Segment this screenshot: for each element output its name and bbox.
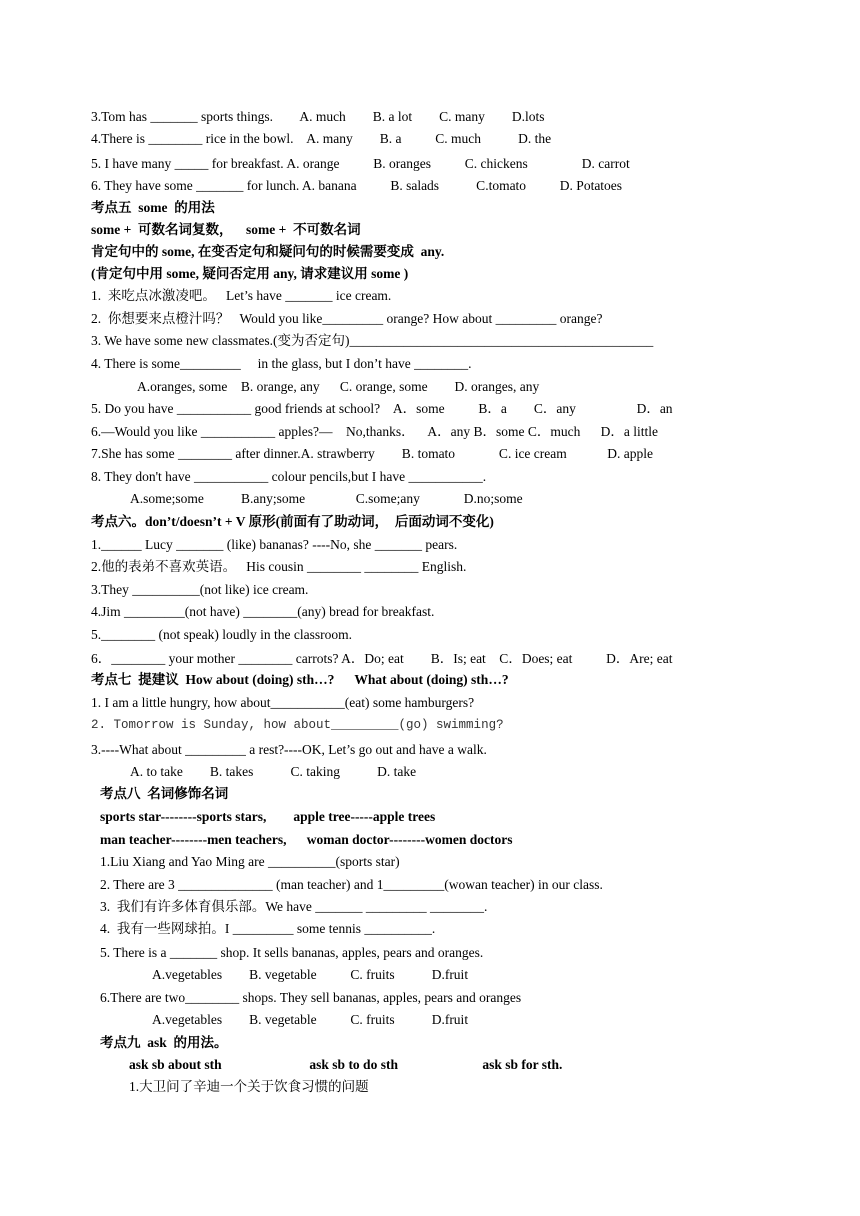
section-8-example-2: man teacher--------men teachers, woman doctor--------women doctors — [100, 832, 513, 847]
s9-question-1: 1.大卫问了辛迪一个关于饮食习惯的问题 — [129, 1079, 369, 1094]
s8-question-6: 6.There are two________ shops. They sell bananas, apples, pears and oranges — [100, 990, 522, 1005]
s5-question-2: 2. 你想要来点橙汁吗？ Would you like_________ orange? How about _________ orange? — [91, 311, 603, 326]
s8-question-1: 1.Liu Xiang and Yao Ming are __________(sports star) — [100, 854, 400, 869]
s5-question-6: 6.—Would you like ___________ apples?— No,thanks． A．any B．some C．much D．a little — [91, 424, 658, 439]
s8-question-3: 3. 我们有许多体育俱乐部。We have _______ _________ ________. — [100, 899, 488, 914]
section-8-example-1: sports star--------sports stars, apple tree-----apple trees — [100, 809, 436, 824]
s8-question-5: 5. There is a _______ shop. It sells bananas, apples, pears and oranges. — [100, 945, 484, 960]
s5-question-4-options: A.oranges, some B. orange, any C. orange, some D. oranges, any — [137, 379, 540, 394]
s6-question-5: 5.________ (not speak) loudly in the classroom. — [91, 627, 352, 642]
s7-question-3-options: A. to take B. takes C. taking D. take — [130, 764, 417, 779]
s5-question-7: 7.She has some ________ after dinner.A. strawberry B. tomato C. ice cream D. apple — [91, 446, 654, 461]
section-6-heading: 考点六。don’t/doesn’t + V 原形(前面有了助动词， 后面动词不变化) — [91, 514, 494, 529]
s5-question-5: 5. Do you have ___________ good friends at school? A．some B．a C．any D．an — [91, 401, 673, 416]
question-4-rice: 4.There is ________ rice in the bowl. A. many B. a C. much D. the — [91, 131, 552, 146]
s5-question-8: 8. They don't have ___________ colour pencils,but I have ___________. — [91, 469, 487, 484]
section-5-heading: 考点五 some 的用法 — [91, 200, 215, 215]
section-9-patterns: ask sb about sth ask sb to do sth ask sb for sth. — [129, 1057, 563, 1072]
section-7-heading: 考点七 提建议 How about (doing) sth…? What about (doing) sth…? — [91, 672, 509, 687]
s5-question-4: 4. There is some_________ in the glass, but I don’t have ________. — [91, 356, 472, 371]
section-5-rule-1: some + 可数名词复数， some + 不可数名词 — [91, 222, 361, 237]
question-5-breakfast: 5. I have many _____ for breakfast. A. orange B. oranges C. chickens D. carrot — [91, 156, 630, 171]
s6-question-3: 3.They __________(not like) ice cream. — [91, 582, 309, 597]
section-5-rule-3: (肯定句中用 some, 疑问否定用 any, 请求建议用 some ) — [91, 266, 409, 281]
question-6-lunch: 6. They have some _______ for lunch. A. banana B. salads C.tomato D. Potatoes — [91, 178, 623, 193]
section-8-heading: 考点八 名词修饰名词 — [100, 786, 229, 801]
s7-question-1: 1. I am a little hungry, how about___________(eat) some hamburgers? — [91, 695, 475, 710]
s8-question-6-options: A.vegetables B. vegetable C. fruits D.fruit — [152, 1012, 469, 1027]
s6-question-6: 6．________ your mother ________ carrots? A．Do; eat B．Is; eat C．Does; eat D．Are; eat — [91, 651, 673, 666]
s5-question-1: 1. 来吃点冰激凌吧。 Let’s have _______ ice cream. — [91, 288, 392, 303]
s6-question-1: 1.______ Lucy _______ (like) bananas? ----No, she _______ pears. — [91, 537, 458, 552]
s6-question-4: 4.Jim _________(not have) ________(any) bread for breakfast. — [91, 604, 435, 619]
s5-question-3: 3. We have some new classmates.(变为否定句)_____________________________________________ — [91, 333, 654, 348]
s8-question-4: 4. 我有一些网球拍。I _________ some tennis __________. — [100, 921, 436, 936]
s8-question-2: 2. There are 3 ______________ (man teacher) and 1_________(wowan teacher) in our class. — [100, 877, 603, 892]
section-9-heading: 考点九 ask 的用法。 — [100, 1035, 228, 1050]
section-5-rule-2: 肯定句中的 some, 在变否定句和疑问句的时候需要变成 any. — [91, 244, 445, 259]
s7-question-3: 3.----What about _________ a rest?----OK, Let’s go out and have a walk. — [91, 742, 487, 757]
s7-question-2: 2. Tomorrow is Sunday, how about_________(go) swimming? — [91, 718, 504, 732]
question-3-tom: 3.Tom has _______ sports things. A. much B. a lot C. many D.lots — [91, 109, 545, 124]
s5-question-8-options: A.some;some B.any;some C.some;any D.no;some — [130, 491, 523, 506]
s8-question-5-options: A.vegetables B. vegetable C. fruits D.fruit — [152, 967, 469, 982]
s6-question-2: 2.他的表弟不喜欢英语。 His cousin ________ ________ English. — [91, 559, 467, 574]
